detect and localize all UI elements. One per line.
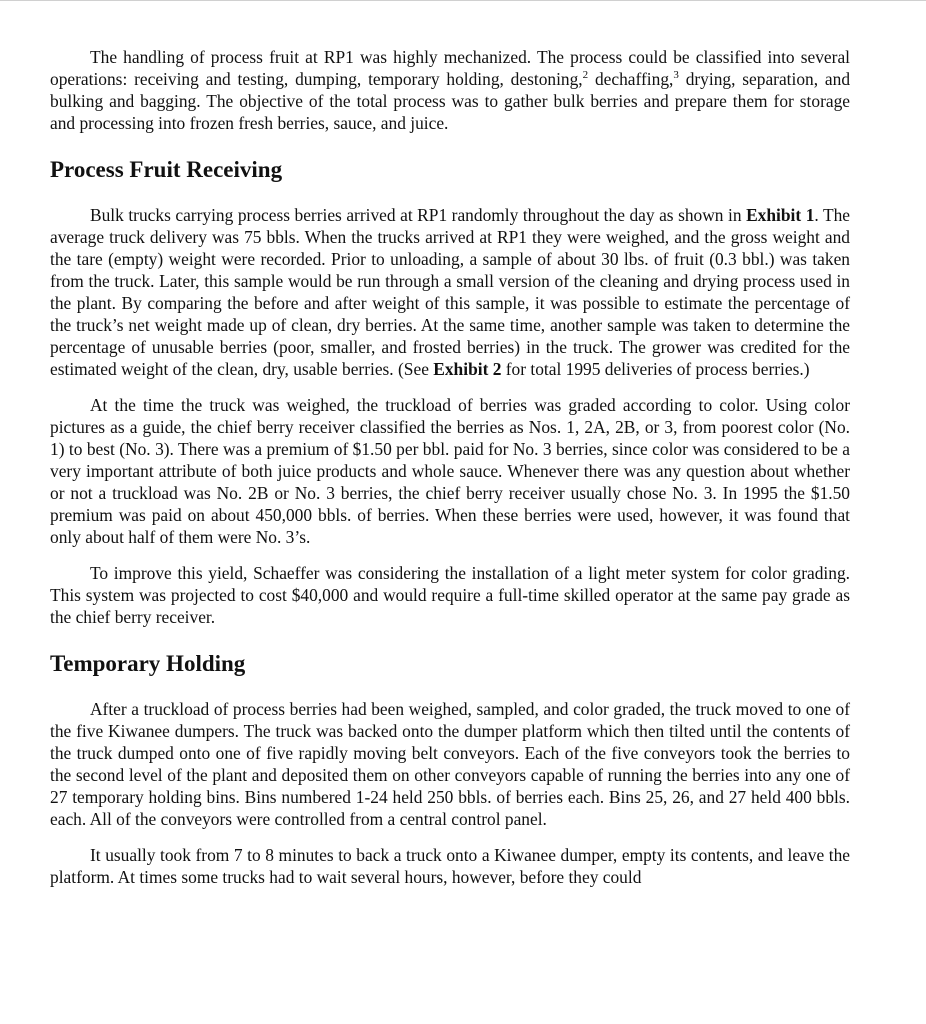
document-page (50, 46, 850, 888)
section-heading-holding: Temporary Holding (50, 651, 246, 676)
holding-paragraph-1: After a truckload of process berries had been weighed, sampled, and color graded, the truck moved to one of the five Kiwanee dumpers. The truck was backed onto the dumper platform which then tilted until the contents of the truck dumped onto one of five rapidly moving belt conveyors. Each of the five conveyors took the berries to the second level of the plant and deposited them on other conveyors capable of running the berries into any one of 27 temporary holding bins. Bins numbered 1-24 held 250 bbls. of berries each. Bins 25, 26, and 27 held 400 bbls. each. All of the conveyors were controlled from a central control panel. (50, 699, 850, 829)
receiving-p1-text-a: Bulk trucks carrying process berries arrived at RP1 randomly throughout the day as shown in (90, 205, 747, 225)
exhibit-2-ref: Exhibit 2 (433, 359, 502, 379)
receiving-p1-text-c: . The average truck delivery was 75 bbls. When the trucks arrived at RP1 they were weighed, and the gross weight and the tare (empty) weight were recorded. Prior to unloading, a sample of about 30 lbs. of fruit (0.3 bbl.) was taken from the truck. Later, this sample would be run through a small version of the cleaning and drying process used in the plant. By comparing the before and after weight of this sample, it was possible to estimate the percentage of the truck’s net weight made up of clean, dry berries. At the same time, another sample was taken to determine the percentage of unusable berries (poor, smaller, and frosted berries) in the truck. The grower was credited for the estimated weight of the clean, dry, usable berries. (See (50, 205, 850, 379)
receiving-p1-text-e: for total 1995 deliveries of process berries.) (501, 359, 810, 379)
intro-text-1: The handling of process fruit at RP1 was highly mechanized. The process could be classified into several operations: receiving and testing, dumping, temporary holding, destoning, (50, 47, 850, 89)
receiving-paragraph-2: At the time the truck was weighed, the truckload of berries was graded according to color. Using color pictures as a guide, the chief berry receiver classified the berries as Nos. 1, 2A, 2B, or 3, from poorest color (No. 1) to best (No. 3). There was a premium of $1.50 per bbl. paid for No. 3 berries, since color was considered to be a very important attribute of both juice products and whole sauce. Whenever there was any question about whether or not a truckload was No. 2B or No. 3 berries, the chief berry receiver usually chose No. 3. In 1995 the $1.50 premium was paid on about 450,000 bbls. of berries. When these berries were used, however, it was found that only about half of them were No. 3’s. (50, 395, 850, 547)
intro-text-3: drying, separation, and bulking and bagging. The objective of the total process was to gather bulk berries and prepare them for storage and processing into frozen fresh berries, sauce, and juice. (50, 69, 851, 133)
receiving-paragraph-1 (50, 204, 850, 380)
section-heading-receiving: Process Fruit Receiving (50, 157, 283, 182)
receiving-paragraph-3: To improve this yield, Schaeffer was considering the installation of a light meter system for color grading. This system was projected to cost $40,000 and would require a full-time skilled operator at the same pay grade as the chief berry receiver. (50, 563, 850, 627)
top-border (0, 0, 926, 1)
holding-paragraph-2: It usually took from 7 to 8 minutes to back a truck onto a Kiwanee dumper, empty its contents, and leave the platform. At times some trucks had to wait several hours, however, before they could (50, 845, 850, 887)
footnote-ref-2: 2 (582, 69, 589, 82)
intro-text-2: dechaffing, (588, 69, 674, 89)
exhibit-1-ref: Exhibit 1 (746, 205, 815, 225)
footnote-ref-3: 3 (673, 69, 679, 82)
intro-paragraph (50, 46, 850, 134)
